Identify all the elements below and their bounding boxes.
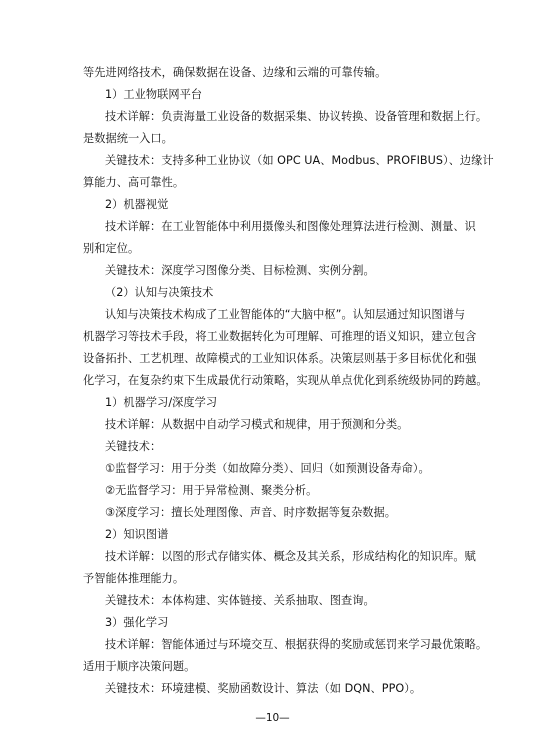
subsection-heading: 2）知识图谱: [105, 528, 169, 541]
subsection-heading: 3）强化学习: [105, 616, 169, 629]
text-line: 技术详解：从数据中自动学习模式和规律，用于预测和分类。: [105, 418, 409, 431]
text-line: 技术详解：以图的形式存储实体、概念及其关系，形成结构化的知识库。赋: [105, 550, 476, 563]
page-number: —10—: [255, 712, 290, 724]
text-line: 是数据统一入口。: [83, 132, 173, 145]
list-item: ②无监督学习：用于异常检测、聚类分析。: [105, 484, 318, 497]
section-heading: （2）认知与决策技术: [105, 286, 214, 299]
text-line: 设备拓扑、工艺机理、故障模式的工业知识体系。决策层则基于多目标优化和强: [83, 352, 477, 365]
text-line: 关键技术：本体构建、实体链接、关系抽取、图查询。: [105, 594, 375, 607]
list-item: ③深度学习：擅长处理图像、声音、时序数据等复杂数据。: [105, 506, 397, 519]
text-line: 认知与决策技术构成了工业智能体的“大脑中枢”。认知层通过知识图谱与: [105, 308, 466, 321]
text-line: 适用于顺序决策问题。: [83, 660, 196, 673]
subsection-heading: 1）机器学习/深度学习: [105, 396, 218, 409]
text-line: 机器学习等技术手段，将工业数据转化为可理解、可推理的语义知识，建立包含: [83, 330, 477, 343]
document-body: [83, 62, 494, 700]
text-line: 关键技术：深度学习图像分类、目标检测、实例分割。: [105, 264, 375, 277]
text-line: 化学习，在复杂约束下生成最优行动策略，实现从单点优化到系统级协同的跨越。: [83, 374, 488, 387]
list-item: ①监督学习：用于分类（如故障分类）、回归（如预测设备寿命）。: [105, 462, 430, 475]
text-line: 等先进网络技术，确保数据在设备、边缘和云端的可靠传输。: [83, 66, 387, 79]
text-line: 技术详解：负责海量工业设备的数据采集、协议转换、设备管理和数据上行。: [105, 110, 488, 123]
text-line: 技术详解：在工业智能体中利用摄像头和图像处理算法进行检测、测量、识: [105, 220, 476, 233]
text-line: 别和定位。: [83, 242, 140, 255]
subsection-heading: 2）机器视觉: [105, 198, 169, 211]
text-line: 算能力、高可靠性。: [83, 176, 185, 189]
text-line: 技术详解：智能体通过与环境交互、根据获得的奖励或惩罚来学习最优策略。: [105, 638, 488, 651]
text-line: 关键技术：环境建模、奖励函数设计、算法（如 DQN、PPO）。: [105, 682, 422, 695]
text-line: 关键技术：支持多种工业协议（如 OPC UA、Modbus、PROFIBUS）、边缘计: [105, 154, 494, 167]
subsection-heading: 1）工业物联网平台: [105, 88, 203, 101]
text-line: 关键技术：: [105, 440, 162, 453]
text-line: 予智能体推理能力。: [83, 572, 185, 585]
